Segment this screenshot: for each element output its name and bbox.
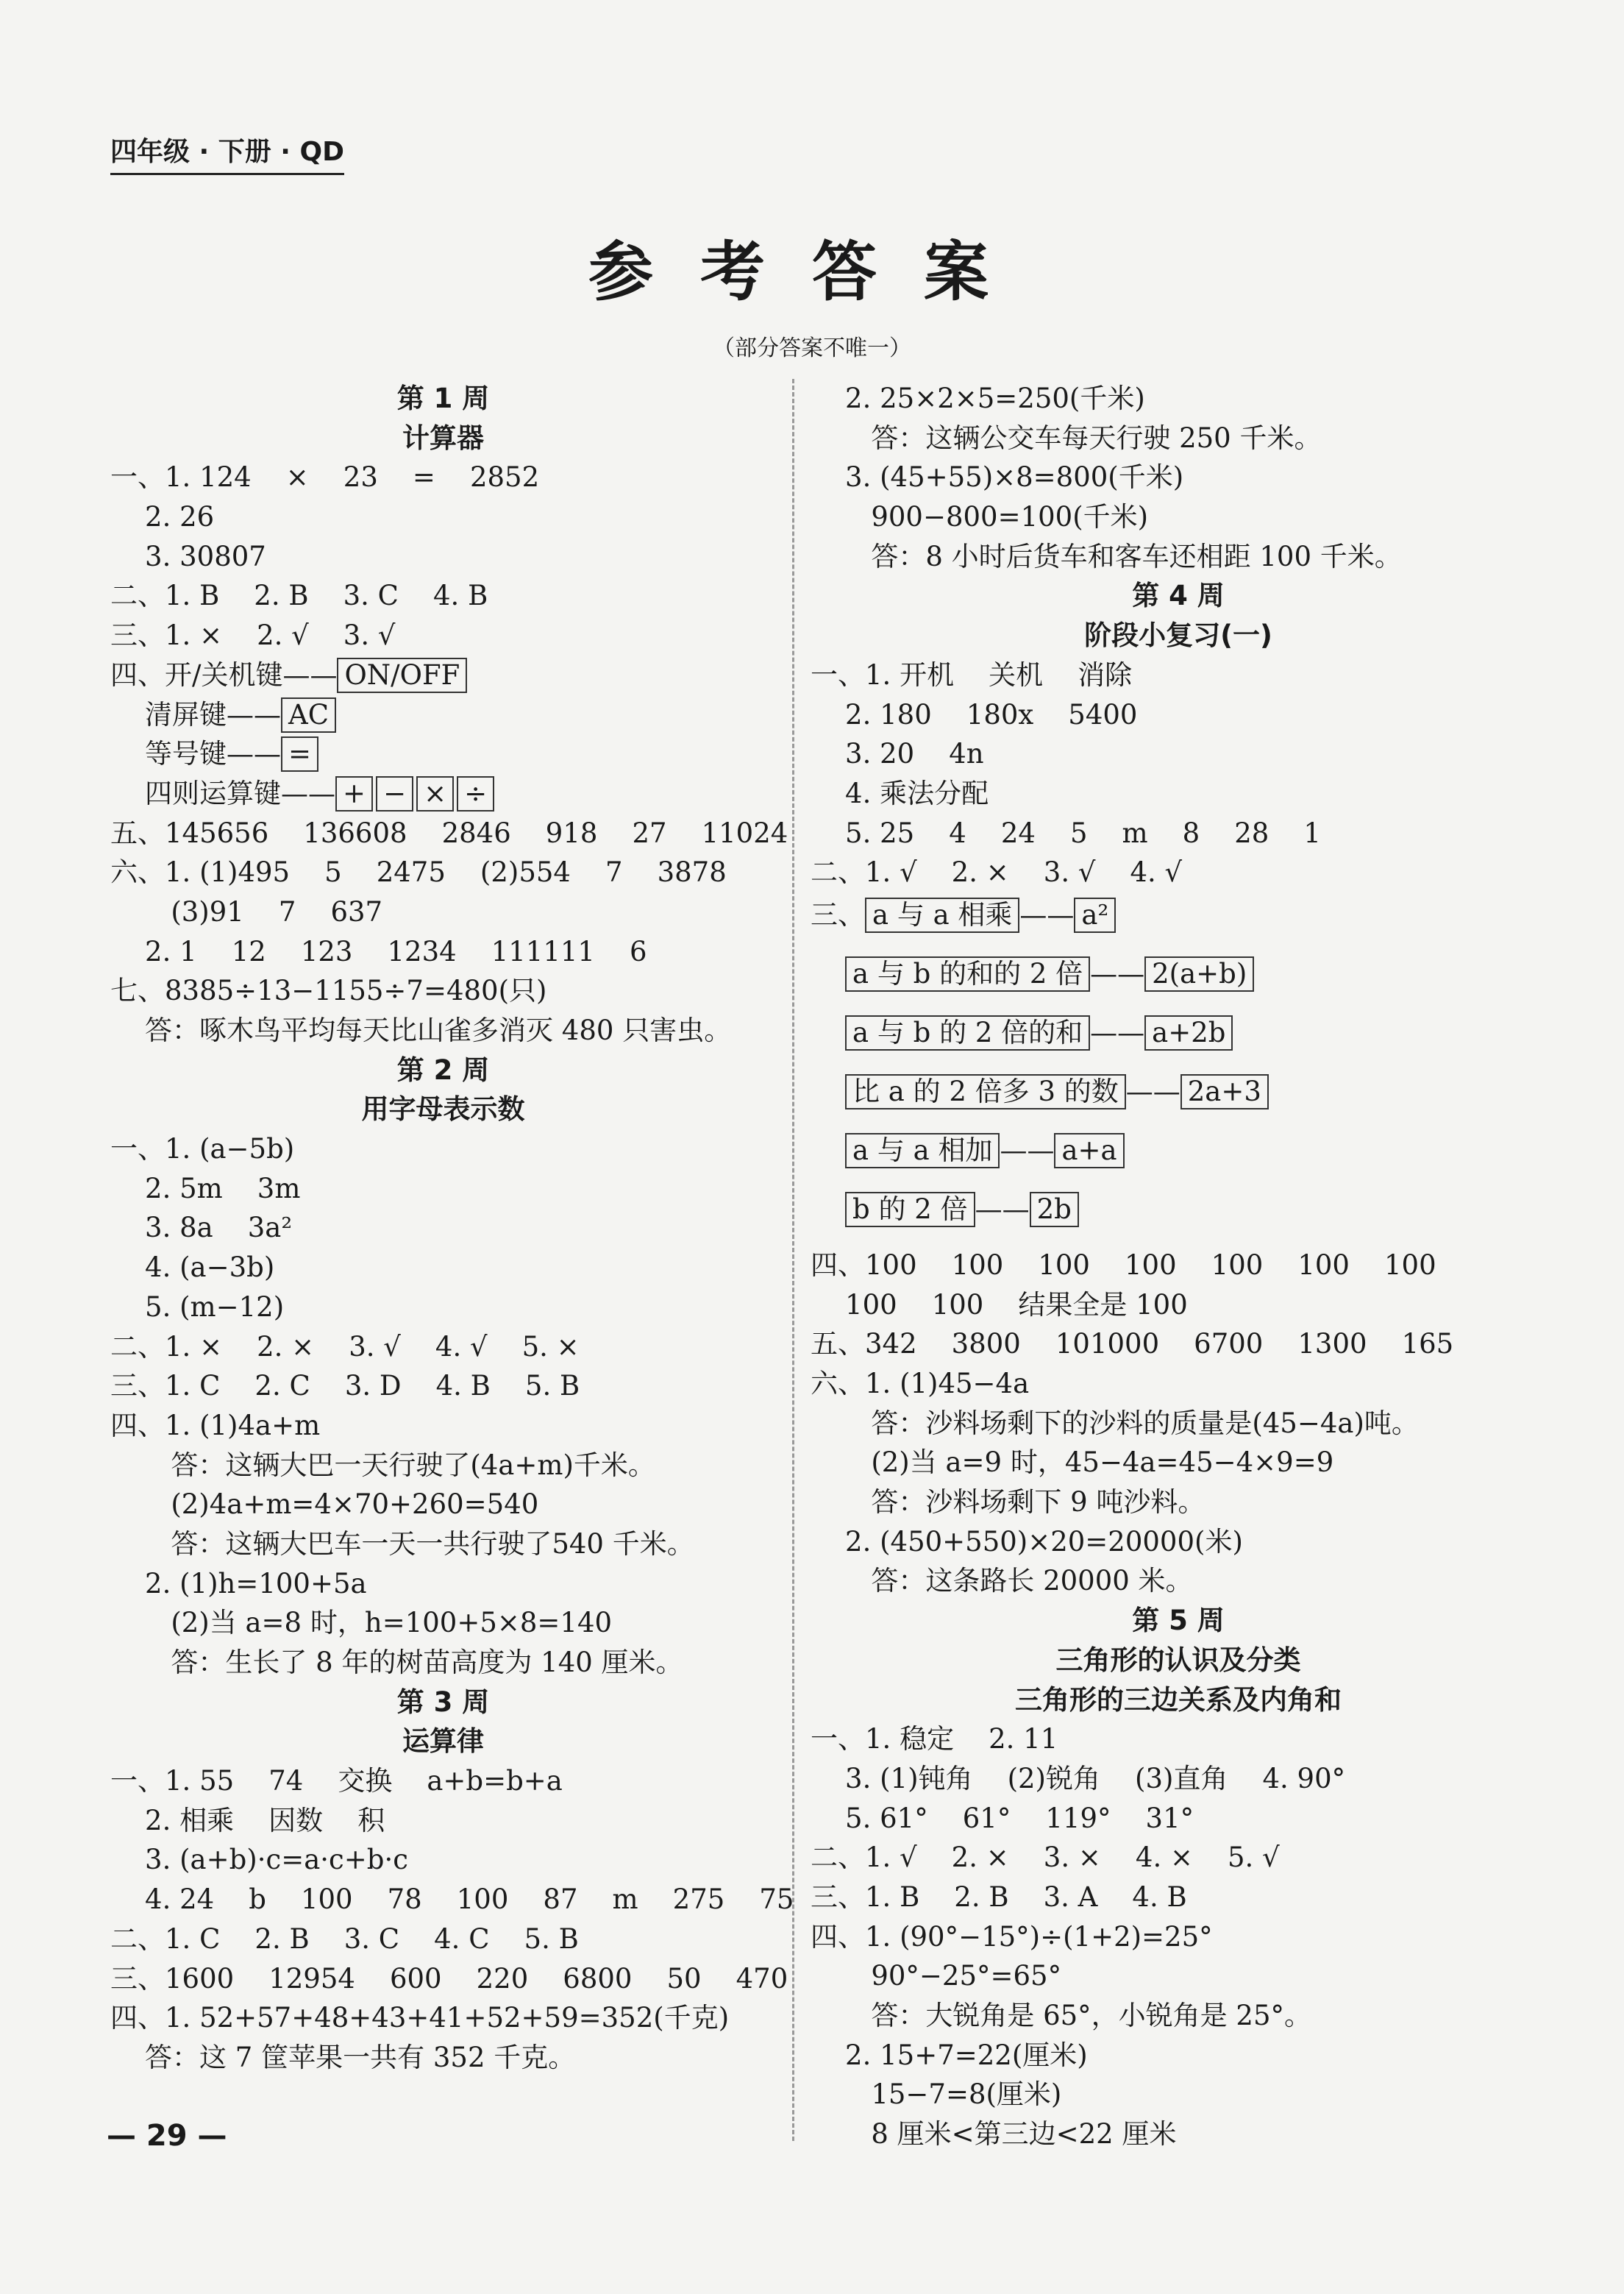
- answer-line: 一、1. 开机 关机 消除: [811, 658, 1133, 691]
- connector-dash: ——: [1019, 898, 1075, 931]
- matching-line: [811, 1187, 1546, 1246]
- answer-line: 六、1. (1)45−4a: [811, 1368, 1030, 1399]
- matching-line: [811, 1069, 1546, 1128]
- key-box: −: [376, 776, 413, 812]
- answer-line: 三、1600 12954 600 220 6800 50 470: [110, 1962, 788, 1995]
- answer-line: 答：8 小时后货车和客车还相距 100 千米。: [811, 540, 1402, 572]
- answer-line: 3. 20 4n: [811, 738, 984, 770]
- answer-line: 答：沙料场剩下 9 吨沙料。: [811, 1486, 1205, 1519]
- answer-prefix: 三、: [811, 898, 865, 931]
- key-answer-line: [110, 695, 776, 735]
- answer-line: 2. 5m 3m: [110, 1172, 301, 1204]
- key-box: ÷: [457, 776, 494, 812]
- answer-line: 答：生长了 8 年的树苗高度为 140 厘米。: [110, 1647, 683, 1678]
- answer-prefix: [811, 958, 845, 990]
- answer-text: 等号键——: [110, 738, 282, 770]
- answer-line: 15−7=8(厘米): [811, 2078, 1062, 2111]
- answer-line: 2. (1)h=100+5a: [110, 1567, 367, 1599]
- expression-box: 比 a 的 2 倍多 3 的数: [845, 1074, 1126, 1109]
- answer-text: 清屏键——: [110, 698, 282, 731]
- key-box: +: [335, 776, 373, 812]
- book-header: 四年级 · 下册 · QD: [110, 131, 344, 175]
- answer-line: 一、1. 稳定 2. 11: [811, 1723, 1058, 1755]
- key-box: ON/OFF: [337, 658, 467, 693]
- answer-line: 答：啄木鸟平均每天比山雀多消灭 480 只害虫。: [110, 1015, 732, 1046]
- topic-heading: 阶段小复习(一): [1084, 619, 1272, 652]
- answer-prefix: [811, 1134, 845, 1166]
- answer-line: 七、8385÷13−1155÷7=480(只): [110, 975, 547, 1007]
- answer-line: 答：这辆大巴一天行驶了(4a+m)千米。: [110, 1449, 655, 1481]
- topic-heading: 三角形的认识及分类: [1055, 1644, 1301, 1676]
- answer-line: 90°−25°=65°: [811, 1960, 1062, 1992]
- answer-line: (3)91 7 637: [110, 895, 383, 928]
- topic-heading: 用字母表示数: [361, 1093, 525, 1126]
- key-box: ×: [416, 776, 454, 812]
- expression-box: a 与 a 相乘: [865, 898, 1019, 933]
- formula-box: 2(a+b): [1144, 956, 1254, 992]
- answer-line: 2. 15+7=22(厘米): [811, 2039, 1088, 2071]
- answer-line: (2)当 a=9 时，45−4a=45−4×9=9: [811, 1446, 1334, 1479]
- connector-dash: ——: [1125, 1075, 1180, 1107]
- week-heading: 第 2 周: [396, 1054, 490, 1086]
- answer-line: 2. 26: [110, 501, 215, 533]
- answer-line: 六、1. (1)495 5 2475 (2)554 7 3878: [110, 856, 727, 889]
- page-title: 参考答案: [588, 234, 1036, 310]
- expression-box: b 的 2 倍: [845, 1192, 975, 1227]
- answer-line: 4. 乘法分配: [811, 777, 989, 809]
- answer-line: 答：这 7 筐苹果一共有 352 千克。: [110, 2041, 576, 2073]
- topic-heading: 运算律: [402, 1725, 484, 1758]
- answer-line: 二、1. C 2. B 3. C 4. C 5. B: [110, 1922, 579, 1955]
- page-number: — 29 —: [107, 2119, 227, 2153]
- topic-heading: 计算器: [402, 422, 484, 454]
- week-heading: 第 1 周: [396, 383, 490, 414]
- answer-line: 答：这辆公交车每天行驶 250 千米。: [811, 422, 1322, 454]
- connector-dash: ——: [1090, 1016, 1145, 1048]
- matching-line: [811, 951, 1546, 1010]
- key-answer-line: [110, 734, 776, 774]
- answer-line: 三、1. B 2. B 3. A 4. B: [811, 1881, 1187, 1913]
- left-column: [110, 379, 794, 2078]
- answer-line: 8 厘米<第三边<22 厘米: [811, 2118, 1177, 2151]
- key-answer-line: [110, 774, 776, 814]
- answer-line: 三、1. C 2. C 3. D 4. B 5. B: [110, 1370, 580, 1402]
- answer-line: 3. (45+55)×8=800(千米): [811, 461, 1184, 494]
- matching-line: [811, 1128, 1546, 1187]
- answer-line: 五、342 3800 101000 6700 1300 165: [811, 1328, 1454, 1360]
- expression-box: a 与 b 的 2 倍的和: [845, 1015, 1090, 1051]
- connector-dash: ——: [1000, 1134, 1055, 1166]
- formula-box: 2b: [1030, 1192, 1079, 1227]
- answer-line: 3. (1)钝角 (2)锐角 (3)直角 4. 90°: [811, 1762, 1346, 1794]
- answer-line: 2. 1 12 123 1234 111111 6: [110, 935, 647, 967]
- answer-line: 2. (450+550)×20=20000(米): [811, 1525, 1243, 1558]
- answer-line: 2. 180 180x 5400: [811, 698, 1138, 731]
- answer-line: 4. (a−3b): [110, 1251, 275, 1284]
- expression-box: a 与 b 的和的 2 倍: [845, 956, 1090, 992]
- answer-line: 5. 25 4 24 5 m 8 28 1: [811, 817, 1321, 849]
- matching-line: [811, 1010, 1546, 1069]
- expression-box: a 与 a 相加: [845, 1133, 1000, 1168]
- answer-line: 二、1. √ 2. × 3. √ 4. √: [811, 856, 1183, 889]
- topic-heading: 三角形的三边关系及内角和: [1015, 1683, 1342, 1716]
- answer-line: 五、145656 136608 2846 918 27 11024: [110, 817, 788, 849]
- answer-prefix: [811, 1076, 845, 1107]
- answer-text: 四则运算键——: [110, 777, 336, 809]
- answer-text: 四、开/关机键——: [110, 658, 338, 691]
- formula-box: a+2b: [1144, 1015, 1233, 1051]
- answer-prefix: [811, 1193, 845, 1225]
- answer-line: (2)当 a=8 时，h=100+5×8=140: [110, 1607, 613, 1639]
- answer-line: 4. 24 b 100 78 100 87 m 275 75: [110, 1883, 794, 1916]
- connector-dash: ——: [975, 1193, 1030, 1225]
- key-box: AC: [281, 697, 336, 733]
- page-subtitle: （部分答案不唯一）: [713, 335, 911, 361]
- answer-line: 3. (a+b)·c=a·c+b·c: [110, 1844, 408, 1876]
- column-divider: [792, 379, 794, 2141]
- formula-box: a+a: [1054, 1133, 1124, 1168]
- answer-line: (2)4a+m=4×70+260=540: [110, 1488, 539, 1521]
- answer-line: 答：这辆大巴车一天一共行驶了540 千米。: [110, 1527, 694, 1560]
- answer-line: 900−800=100(千米): [811, 501, 1149, 533]
- answer-line: 5. 61° 61° 119° 31°: [811, 1802, 1194, 1834]
- answer-line: 答：大锐角是 65°，小锐角是 25°。: [811, 2000, 1312, 2031]
- answer-line: 5. (m−12): [110, 1290, 285, 1323]
- answer-line: 四、1. (90°−15°)÷(1+2)=25°: [811, 1920, 1213, 1953]
- answer-line: 答：这条路长 20000 米。: [811, 1565, 1193, 1597]
- key-box: =: [281, 736, 318, 772]
- answer-line: 3. 8a 3a²: [110, 1212, 293, 1244]
- answer-line: 四、1. (1)4a+m: [110, 1409, 321, 1441]
- formula-box: 2a+3: [1180, 1074, 1269, 1109]
- matching-line: [811, 892, 1546, 951]
- week-heading: 第 3 周: [396, 1686, 490, 1718]
- week-heading: 第 5 周: [1132, 1605, 1225, 1637]
- answer-line: 2. 相乘 因数 积: [110, 1804, 385, 1836]
- formula-box: a²: [1074, 898, 1116, 933]
- week-heading: 第 4 周: [1132, 580, 1225, 612]
- answer-line: 四、100 100 100 100 100 100 100: [811, 1249, 1436, 1281]
- answer-line: 100 100 结果全是 100: [811, 1288, 1188, 1321]
- answer-line: 二、1. √ 2. × 3. × 4. × 5. √: [811, 1842, 1280, 1874]
- key-answer-line: [110, 656, 776, 695]
- answer-prefix: [811, 1017, 845, 1048]
- answer-line: 一、1. 55 74 交换 a+b=b+a: [110, 1765, 563, 1797]
- answer-line: 3. 30807: [110, 540, 266, 572]
- right-column: [811, 379, 1546, 2154]
- answer-line: 四、1. 52+57+48+43+41+52+59=352(千克): [110, 2002, 730, 2034]
- answer-line: 二、1. B 2. B 3. C 4. B: [110, 580, 488, 612]
- answer-line: 二、1. × 2. × 3. √ 4. √ 5. ×: [110, 1330, 580, 1363]
- answer-line: 一、1. (a−5b): [110, 1133, 295, 1165]
- answer-line: 2. 25×2×5=250(千米): [811, 383, 1145, 414]
- answer-line: 一、1. 124 × 23 = 2852: [110, 461, 540, 494]
- answer-line: 答：沙料场剩下的沙料的质量是(45−4a)吨。: [811, 1407, 1419, 1439]
- connector-dash: ——: [1090, 957, 1145, 990]
- answer-line: 三、1. × 2. √ 3. √: [110, 619, 396, 652]
